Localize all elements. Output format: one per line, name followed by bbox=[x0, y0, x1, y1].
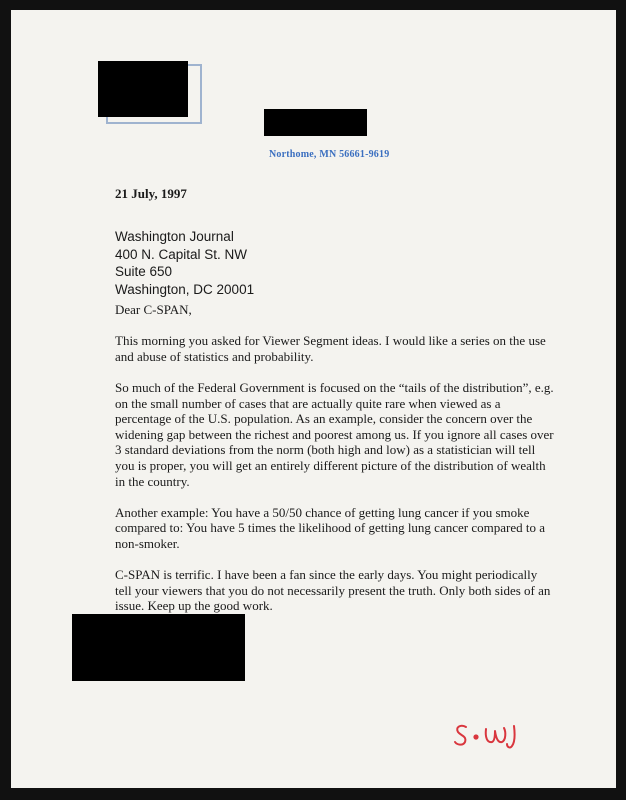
handwritten-note bbox=[452, 718, 532, 752]
redacted-letterhead-name bbox=[98, 61, 188, 117]
body-paragraph: So much of the Federal Government is focused on the “tails of the distribution”, e.g. on the small number of cases that are actually quite rare when viewed as a percentage of the U.S. population. As an example, consider the concern over the widening gap between the richest and poorest among us. If you ignore all cases over 3 standard deviations from the norm (both high and low) as a statistician will tell you is proper, you will get an entirely different picture of the distribution of wealth in the country. bbox=[115, 379, 554, 489]
recipient-line: Suite 650 bbox=[115, 264, 173, 279]
hw-dot bbox=[474, 735, 477, 738]
letterhead-city-line: Northome, MN 56661-9619 bbox=[269, 149, 390, 160]
recipient-line: Washington Journal bbox=[115, 229, 234, 244]
recipient-line: 400 N. Capital St. NW bbox=[115, 246, 248, 262]
body-paragraph: C-SPAN is terrific. I have been a fan since the early days. You might periodically tell your viewers that you do not necessarily present the truth. Only both sides of an issue. Keep up the good work. bbox=[115, 567, 551, 614]
body-paragraph: Another example: You have a 50/50 chance of getting lung cancer if you smoke compared to: You have 5 times the likelihood of getting lung cancer compared to a non-smoker. bbox=[115, 504, 545, 551]
salutation: Dear C-SPAN, bbox=[115, 302, 192, 317]
letter-body bbox=[115, 302, 555, 629]
letter-date: 21 July, 1997 bbox=[115, 186, 187, 201]
redacted-signature bbox=[72, 614, 245, 681]
redacted-street-address bbox=[264, 109, 367, 136]
body-paragraph: This morning you asked for Viewer Segment ideas. I would like a series on the use and abuse of statistics and probability. bbox=[115, 333, 546, 364]
recipient-address-block bbox=[115, 228, 254, 298]
letter-page bbox=[11, 10, 616, 788]
recipient-line: Washington, DC 20001 bbox=[115, 281, 255, 297]
